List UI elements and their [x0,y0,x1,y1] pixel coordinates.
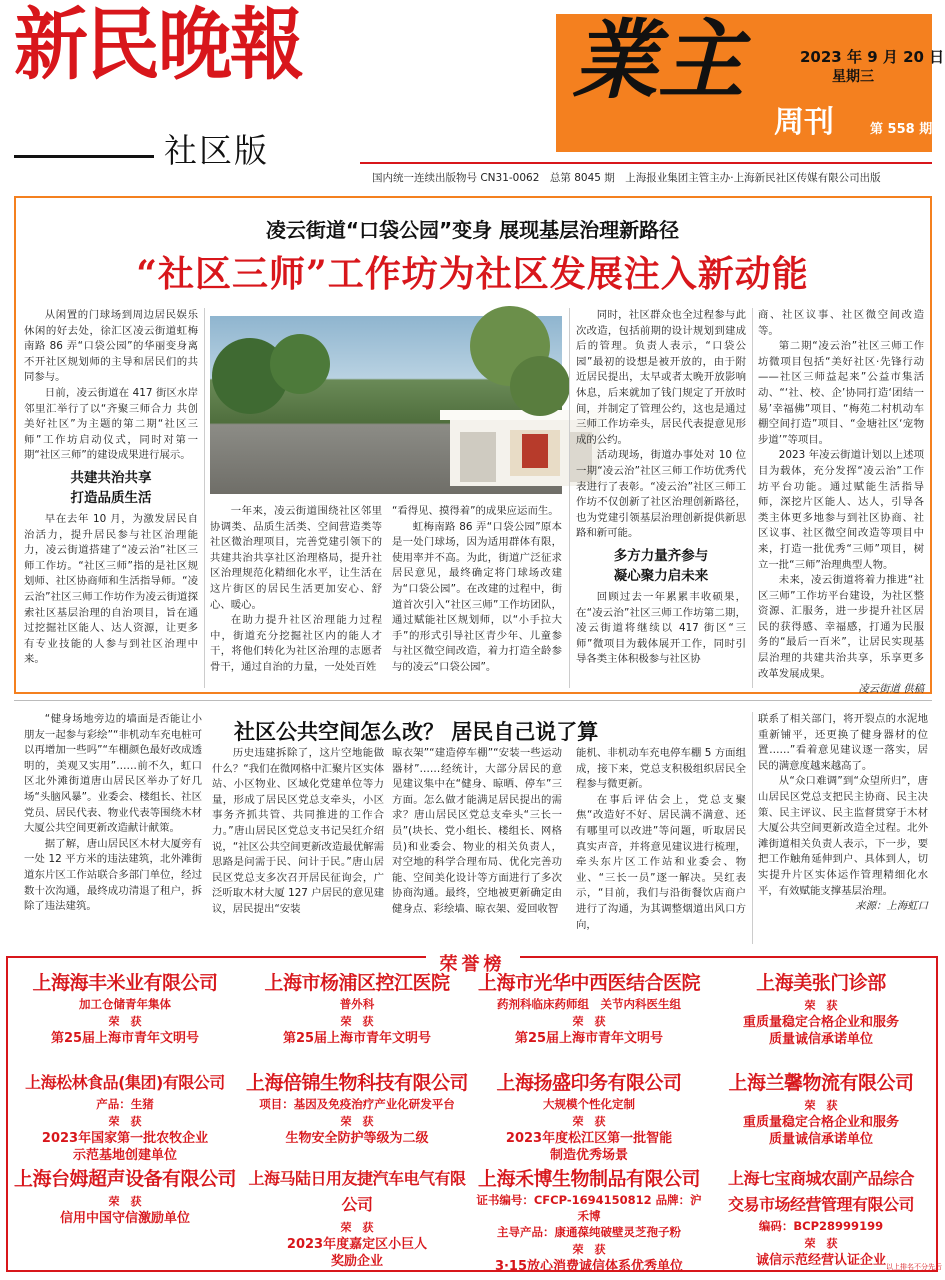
lead-headline: “社区三师”工作坊为社区发展注入新动能 [136,253,809,295]
publication-weekday: 星期三 [832,69,874,85]
article-paragraph: 虹梅南路 86 弄“口袋公园”原本是一处门球场，因为适用群体有限，使用率并不高。为此，街道广泛征求居民意见，最终确定将门球场改建为“口袋公园”。在改建的过程中，街道首次引入“社区三师”工作坊团队，通过赋能社区规划师，以“小手拉大手”的形式引导社区青少年、儿童参与社区微空间改造，着力打造全龄参与的凌云“口袋公园”。 [392,520,562,673]
weekly-suffix: 周刊 [774,105,834,140]
article-credit: 凌云街道 供稿 [858,683,924,696]
honor-award-name: 重质量稳定合格企业和服务 质量诚信承诺单位 [742,1015,899,1047]
masthead-title: 新民晚報 [14,0,302,91]
honor-company-name: 上海市杨浦区控江医院 [264,972,450,994]
honor-award-name: 2023年度松江区第一批智能 制造优秀场景 [505,1131,673,1163]
second-column-1 [24,712,202,944]
honor-company-name: 上海七宝商城农副产品综合 交易市场经营管理有限公司 [727,1169,914,1214]
honor-won-label: 荣 获 [108,1015,142,1028]
honor-entry [476,1166,702,1274]
lead-photo [210,316,562,494]
article-paragraph: “看得见、摸得着”的成果应运而生。 [392,505,559,517]
section-rule [14,700,932,701]
honor-company-name: 上海松林食品(集团)有限公司 [25,1073,225,1092]
honor-award-name: 诚信示范经营认证企业 [755,1253,886,1268]
article-paragraph: 联系了相关部门，将开裂点的水泥地重新铺平，还更换了健身器材的位置……”看着意见建议逐一落实，居民的满意度越来越高了。 [758,713,928,772]
honor-won-label: 荣 获 [572,1015,606,1028]
honor-entry-detail: 编码：BCP28999199 [758,1219,884,1233]
honor-entry-detail: 加工仓储青年集体 [79,997,171,1011]
honor-entry [708,1166,934,1266]
weekly-name: 業主 [572,10,744,111]
article-credit: 来源：上海虹口 [855,900,928,913]
honor-award-name: 2023年国家第一批农牧企业 示范基地创建单位 [41,1131,209,1163]
article-paragraph: 从“众口难调”到“众望所归”，唐山居民区党总支把民主协商、民主决策、民主评议、民主监督贯穿于木材大厦公共空间更新改造全过程。北外滩街道相关负责人表示，下一步，要把工作触角延伸到户、具体到人，切实提升片区实体运作管理精细化水平，有效赋能支撑基层治理。 [758,775,928,897]
column-divider [204,308,205,688]
honor-entry [708,970,934,1070]
lead-column-4 [576,308,746,688]
second-column-3 [392,746,562,944]
article-paragraph: 据了解，唐山居民区木材大厦旁有一处 12 平方米的违法建筑，北外滩街道东片区工作站联合多部门单位，经过数十次沟通，最终成功清退了租户，拆除了违法建筑。 [24,837,202,913]
article-paragraph: 第二期“凌云治”社区三师工作坊微项目包括“美好社区·先锋行动——社区三师益起来”公益市集活动、“‘社、校、企’协同打造‘团结一易’幸福佛”项目、“梅苑二村机动车棚空间打造”项目、“金塘社区‘宠物步道’”等项目。 [758,340,924,446]
honor-won-label: 荣 获 [340,1115,374,1128]
honor-award-name: 重质量稳定合格企业和服务 质量诚信承诺单位 [742,1115,899,1147]
honor-company-name: 上海马陆日用友捷汽车电气有限公司 [248,1169,466,1214]
article-paragraph: 在事后评估会上，党总支聚焦“改造好不好、居民满不满意、还有哪里可以改进”等问题，听取居民真实声音，并将意见建议进行梳理，牵头东片区工作站和业委会、物业、“三长一员”逐一解决。吴红表示，“目前，我们与沿街餐饮店商户进行了沟通，为其调整烟道出风口方向， [576,793,746,931]
honor-entry [244,970,470,1070]
issue-number: 第 558 期 [870,122,933,137]
edition-rule [14,155,154,158]
honor-entry [476,1070,702,1170]
honor-entry [244,1070,470,1170]
pubinfo-rule [360,162,932,164]
honor-roll-title-text: 荣誉榜 [426,954,520,975]
honor-company-name: 上海兰馨物流有限公司 [728,1072,914,1094]
section-subhead: 多方力量齐参与 凝心聚力启未来 [613,547,709,584]
column-divider [752,712,753,944]
honor-won-label: 荣 获 [572,1115,606,1128]
second-column-4 [576,746,746,944]
honor-entry-detail: 药剂科临床药师组 关节内科医生组 [497,997,681,1011]
article-paragraph: 同时，社区群众也全过程参与此次改造，包括前期的设计规划到建成后的管理。负责人表示，“口袋公园”最初的设想是被开放的，由于附近居民提出，太早或者太晚开放影响休息，后来就加了钱门规定了开放时间，并制定了管理公约，这也是通过三师工作坊牵头，居民代表提意见形成的公约。 [576,309,746,446]
honor-entry [708,1070,934,1170]
second-column-2 [212,746,384,944]
article-paragraph: 日前，凌云街道在 417 街区水岸邻里汇举行了以“齐聚三师合力 共创美好社区”为主题的第二期“社区三师”工作坊启动仪式，同时对第一期“社区三师”的建设成果进行展示。 [24,386,198,462]
honor-won-label: 荣 获 [108,1115,142,1128]
honor-entry [244,1166,470,1269]
article-paragraph: 晾衣架”“建造停车棚”“安装一些运动器材”……经统计，大部分居民的意见建议集中在“健身、晾晒、停车”三方面。怎么做才能满足居民提出的需求？唐山居民区党总支牵头“三长一员”(块长、党小组长、楼组长、网格员)和业委会、物业的相关负责人，对空地的科学合理布局、优化完善功能、空间美化设计等方面进行了多次协商沟通。最终，空地被更新确定由健身点、彩绘墙、晾衣架、爱回收智 [392,747,562,915]
article-paragraph: 未来，凌云街道将着力推进“社区三师”工作坊平台建设，为社区整资源、汇服务，进一步提升社区居民的获得感、幸福感，打通为民服务的“最后一百米”，让居民实现基层治理的共建共治共享，乐享更多改革发展成果。 [758,574,924,680]
honor-company-name: 上海市光华中西医结合医院 [477,972,700,994]
article-paragraph: 历史违建拆除了，这片空地能做什么？“我们在微网格中汇聚片区实体站、小区物业、区域化党建单位等力量，形成了居民区党总支牵头，小区事务齐抓共管、共同推进的工作合力。”唐山居民区党总支书记吴红介绍说，“社区公共空间更新改造最优解需思路是问需于民、问计于民。”唐山居民区党总支多次召开居民征询会，广泛听取木材大厦 127 户居民的意见建议，居民提出“安装 [212,747,384,915]
honor-company-name: 上海台姆超声设备有限公司 [13,1168,236,1190]
edition-label: 社区版 [164,131,269,170]
column-divider [752,308,753,688]
honor-won-label: 荣 获 [804,999,838,1012]
article-paragraph: “健身场地旁边的墙面是否能让小朋友一起参与彩绘”“非机动车充电桩可以再增加一些吗”“车棚颜色最好改成透明的，美观又实用”……前不久，虹口区北外滩街道唐山居民区举办了好几场“头脑风暴”。业委会、楼组长、社区党员、居民代表、物业代表等围绕木材大厦公共空间更新改造献计献策。 [24,713,202,835]
article-paragraph: 回顾过去一年累累丰收硕果，在“凌云治”社区三师工作坊第二期，凌云街道将继续以 417 街区“三师”微项目为载体展开工作，同时引导各类主体积极参与社区协 [576,590,746,666]
honor-award-name: 第25届上海市青年文明号 [50,1031,200,1046]
honor-won-label: 荣 获 [572,1243,606,1256]
honor-award-name: 生物安全防护等级为二级 [285,1131,429,1146]
second-headline: 社区公共空间怎么改？ 居民自己说了算 [234,720,599,744]
honor-won-label: 荣 获 [804,1237,838,1250]
honor-won-label: 荣 获 [804,1099,838,1112]
article-paragraph: 2023 年凌云街道计划以上述项目为载体，充分发挥“凌云治”工作坊平台功能。通过赋能生活指导师，深挖片区能人、达人，引导各类主体更多地参与到社区协商、社区议事、社区微空间改造等项目中来，打造一批优秀“三师”项目，树立一批“三师”治理典型人物。 [758,449,924,571]
tree-illustration [210,316,562,494]
honor-entry-detail: 证书编号：CFCP-1694150812 品牌：沪禾博 主导产品：康通葆纯破壁灵芝孢子粉 [476,1193,702,1239]
section-subhead: 共建共治共享 打造品质生活 [70,469,152,506]
lead-column-1 [24,308,198,688]
honor-entry [476,970,702,1070]
honor-entry-detail: 产品：生猪 [96,1097,154,1111]
article-paragraph: 商、社区议事、社区微空间改造等。 [758,309,924,337]
honor-entry-detail: 普外科 [339,997,375,1011]
lead-kicker: 凌云街道“口袋公园”变身 展现基层治理新路径 [265,218,680,242]
article-paragraph: 早在去年 10 月，为激发居民自治活力，提升居民参与社区治理能力，凌云街道搭建了“凌云治”社区三师工作坊。“社区三师”指的是社区规划师、社区协商师和生活指导师。“凌云治”社区三师工作坊作为凌云街道探索社区基层治理的自治项目，旨在通过挖掘社区能人、达人资源，让更多有专业技能的人参与到社区治理中来。 [24,512,198,666]
article-paragraph: 在助力提升社区治理能力过程中，街道充分挖掘社区内的能人才干，将他们转化为社区治理的志愿者骨干，通过自治的力量，一处处百姓 [210,614,382,673]
honor-award-name: 2023年度嘉定区小巨人 奖励企业 [286,1237,428,1269]
publication-info: 国内统一连续出版物号 CN31-0062 总第 8045 期 上海报业集团主管主办·上海新民社区传媒有限公司出版 [372,172,881,184]
column-divider [569,308,570,688]
honor-roll-footnote: 以上排名不分先后 [886,1263,942,1271]
honor-won-label: 荣 获 [108,1195,142,1208]
honor-company-name: 上海倍锦生物科技有限公司 [245,1072,468,1094]
article-paragraph: 一年来，凌云街道围绕社区邻里协调类、品质生活类、空间营造类等社区微治理项目，完善党建引领下的共建共治共享社区治理格局，提升社区治理规范化精细化水平，让生活在这片街区的居民生活更加安心、舒心、暖心。 [210,505,382,611]
honor-won-label: 荣 获 [340,1221,374,1234]
honor-entry [12,1166,238,1266]
honor-entry-detail: 项目：基因及免疫治疗产业化研发平台 [259,1097,455,1111]
honor-company-name: 上海海丰米业有限公司 [32,972,218,994]
lead-column-5 [758,308,924,696]
honor-company-name: 上海美张门诊部 [756,972,886,994]
honor-company-name: 上海扬盛印务有限公司 [496,1072,682,1094]
honor-award-name: 信用中国守信激励单位 [59,1211,190,1226]
article-paragraph: 从闲置的门球场到周边居民娱乐休闲的好去处，徐汇区凌云街道虹梅南路 86 弄“口袋公园”的华丽变身离不开社区规划师的主导和居民们的共同参与。 [24,309,198,384]
honor-entry [12,970,238,1070]
second-column-5 [758,712,928,944]
article-paragraph: 能机、非机动车充电停车棚 5 方面组成，接下来，党总支积极组织居民全程参与微更新。 [576,747,746,791]
lead-column-2 [210,504,382,690]
publication-date: 2023 年 9 月 20 日 [800,48,945,66]
article-paragraph: 活动现场，街道办事处对 10 位一期“凌云治”社区三师工作坊优秀代表进行了表彰。“凌云治”社区三师工作坊不仅创新了社区治理创新路径，也为党建引领基层治理创新提供新思路和新可能。 [576,449,746,540]
honor-award-name: 3·15放心消费诚信体系优秀单位 [494,1259,684,1274]
lead-column-3 [392,504,562,690]
honor-entry-detail: 大规模个性化定制 [543,1097,635,1111]
honor-company-name: 上海禾博生物制品有限公司 [477,1168,700,1190]
honor-won-label: 荣 获 [340,1015,374,1028]
honor-award-name: 第25届上海市青年文明号 [514,1031,664,1046]
honor-entry [12,1070,238,1170]
honor-award-name: 第25届上海市青年文明号 [282,1031,432,1046]
